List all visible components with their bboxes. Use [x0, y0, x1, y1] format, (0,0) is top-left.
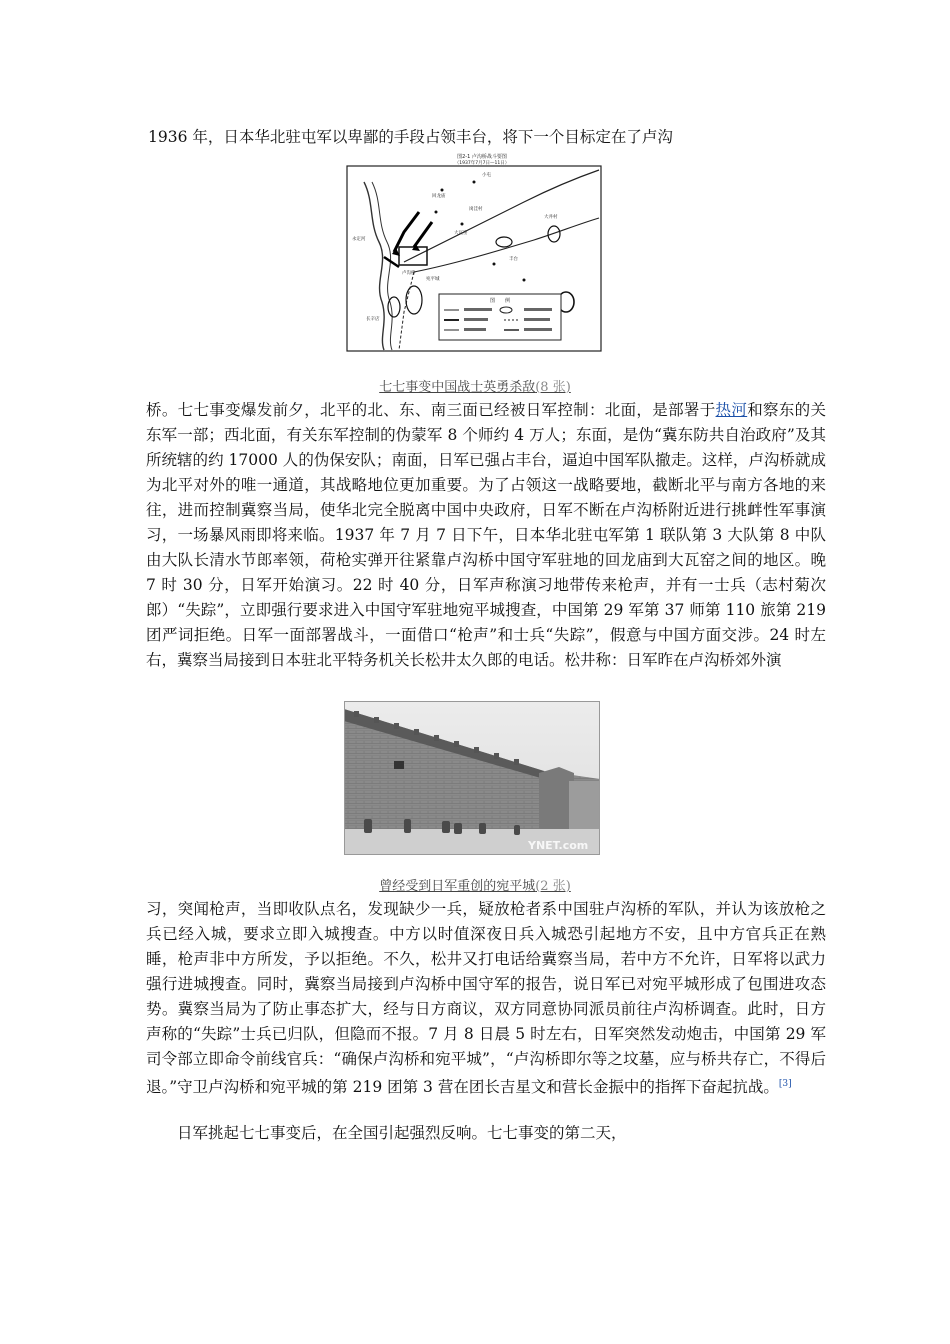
- map-label-4: 宛平城: [426, 277, 440, 282]
- photo-watermark: YNET.com: [528, 839, 589, 852]
- battle-map-figure[interactable]: [344, 152, 604, 354]
- paragraph-2: [146, 897, 826, 1100]
- paragraph-1-before-link: 桥。七七事变爆发前夕，北平的北、东、南三面已经被日军控制：北面，是部署于: [146, 401, 716, 419]
- battle-map-image: [344, 152, 604, 354]
- footnote-ref[interactable]: [3]: [778, 1079, 792, 1089]
- paragraph-1: [146, 398, 826, 673]
- map-legend-title: 图 例: [489, 298, 511, 304]
- paragraph-1-after-link: 和察东的关东军一部；西北面，有关东军控制的伪蒙军 8 个师约 4 万人；东面，是伪“冀东防共自治政府”及其所统辖的约 17000 人的伪保安队；南面，日军已强占丰台，逼迫中国军队撤走。这样，卢沟桥就成为北平对外的唯一通道，其战略地位更加重要。为了占领这一战略要地，截断北平与南方各地的来往，进而控制冀察当局，使华北完全脱离中国中央政府，日军不断在卢沟桥附近进行挑衅性军事演习，一场暴风雨即将来临。1937 年 7 月 7 日下午，日本华北驻屯军第 1 联队第 3 大队第 8 中队由大队长清水节郎率领，荷枪实弹开往紧靠卢沟桥中国守军驻地的回龙庙到大瓦窑之间的地区。晚 7 时 30 分，日军开始演习。22 时 40 分，日军声称演习地带传来枪声，并有一士兵（志村菊次郎）“失踪”，立即强行要求进入中国守军驻地宛平城搜查，中国第 29 军第 37 师第 110 旅第 219 团严词拒绝。日军一面部署战斗，一面借口“枪声”和士兵“失踪”，假意与中国方面交涉。24 时左右，冀察当局接到日本驻北平特务机关长松井太久郎的电话。松井称：日军昨在卢沟桥郊外演: [146, 401, 826, 669]
- figure1-caption[interactable]: 七七事变中国战士英勇杀敌: [379, 380, 536, 395]
- map-label-3: 卢沟桥: [402, 271, 416, 276]
- rehe-link[interactable]: 热河: [715, 401, 748, 419]
- map-label-9: 小屯: [482, 173, 491, 178]
- map-label-1: 回龙庙: [432, 194, 446, 199]
- wanping-wall-photo: [344, 701, 600, 855]
- map-label-6: 长辛店: [366, 317, 380, 322]
- wanping-wall-figure[interactable]: [344, 701, 600, 855]
- map-label-10: 岗洼村: [469, 207, 483, 212]
- intro-line: 1936 年，日本华北驻屯军以卑鄙的手段占领丰台，将下一个目标定在了卢沟: [148, 128, 673, 146]
- map-title-1: 图2-1 卢沟桥战斗要图: [457, 154, 507, 160]
- map-label-2: 大瓦窑: [454, 231, 468, 236]
- paragraph-3: 日军挑起七七事变后，在全国引起强烈反响。七七事变的第二天，: [177, 1124, 627, 1142]
- figure1-caption-link[interactable]: [0, 376, 950, 395]
- map-label-8: 大井村: [544, 215, 558, 220]
- map-label-5: 丰台: [509, 257, 518, 262]
- paragraph-2-text: 习，突闻枪声，当即收队点名，发现缺少一兵，疑放枪者系中国驻卢沟桥的军队，并认为该放枪之兵已经入城，要求立即入城搜查。中方以时值深夜日兵入城恐引起地方不安，且中方官兵正在熟睡，枪声非中方所发，予以拒绝。不久，松井又打电话给冀察当局，若中方不允许，日军将以武力强行进城搜查。同时，冀察当局接到卢沟桥中国守军的报告，说日军已对宛平城形成了包围进攻态势。冀察当局为了防止事态扩大，经与日方商议，双方同意协同派员前往卢沟桥调查。此时，日方声称的“失踪”士兵已归队，但隐而不报。7 月 8 日晨 5 时左右，日军突然发动炮击，中国第 29 军司令部立即命令前线官兵：“确保卢沟桥和宛平城”，“卢沟桥即尔等之坟墓，应与桥共存亡，不得后退。”守卫卢沟桥和宛平城的第 219 团第 3 营在团长吉星文和营长金振中的指挥下奋起抗战。: [146, 900, 826, 1097]
- figure2-caption[interactable]: 曾经受到日军重创的宛平城: [379, 879, 536, 894]
- figure2-photo-count[interactable]: (2 张): [535, 879, 571, 894]
- map-label-7: 永定河: [352, 237, 366, 242]
- map-title-2: （1937年7月7日—11日）: [454, 161, 510, 166]
- figure2-caption-link[interactable]: [0, 875, 950, 894]
- figure1-photo-count[interactable]: (8 张): [535, 380, 571, 395]
